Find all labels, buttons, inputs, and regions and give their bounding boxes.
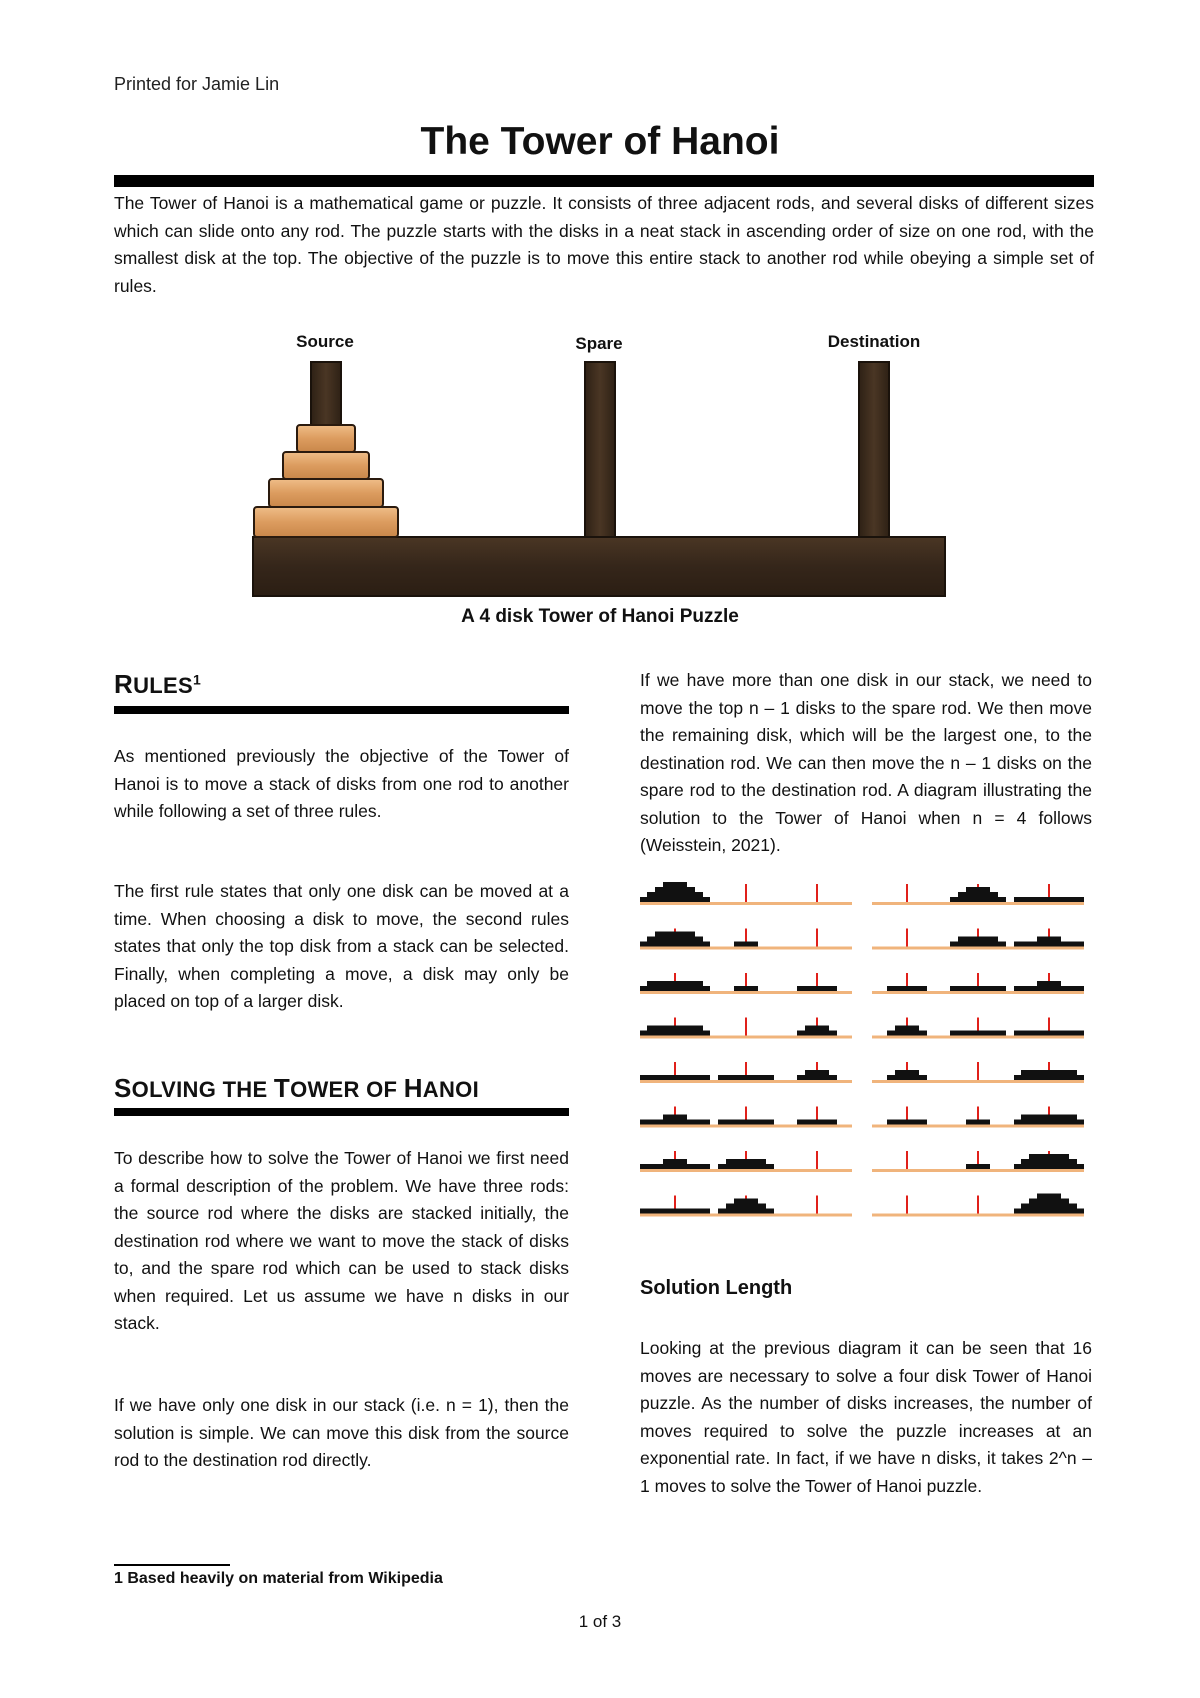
diagram-base xyxy=(872,1125,1084,1128)
diagram-rod xyxy=(816,929,818,947)
diagram-disk xyxy=(1021,1159,1077,1164)
diagram-rod xyxy=(906,1196,908,1214)
diagram-base xyxy=(872,1169,1084,1172)
disk-4 xyxy=(254,507,398,537)
diagram-disk xyxy=(726,1204,766,1209)
footnote: 1 Based heavily on material from Wikipedia xyxy=(114,1570,443,1587)
destination-label: Destination xyxy=(827,332,921,351)
diagram-rod xyxy=(745,884,747,902)
diagram-disk xyxy=(640,986,710,991)
diagram-base xyxy=(640,1214,852,1217)
spare-rod xyxy=(585,362,615,544)
diagram-disk xyxy=(1021,1115,1077,1120)
diagram-disk xyxy=(950,1031,1006,1036)
diagram-disk xyxy=(647,892,703,897)
diagram-base xyxy=(640,1125,852,1128)
right-paragraph-1: If we have more than one disk in our stack, we need to move the top n – 1 disks to the spare rod. We then move the remaining disk, which will be the largest one, to the destination rod. We can then move the n – 1 disks on the spare rod to the destination rod. A diagram illustrating the solution to the Tower of Hanoi when n = 4 follows (Weisstein, 2021). xyxy=(640,670,1092,855)
solving-rule xyxy=(114,1108,569,1116)
diagram-disk xyxy=(1037,981,1061,986)
solution-diagram xyxy=(640,880,1095,1240)
page-number: 1 of 3 xyxy=(578,1612,622,1631)
diagram-rod xyxy=(745,1018,747,1036)
diagram-disk xyxy=(1014,1075,1084,1080)
diagram-disk xyxy=(726,1159,766,1164)
diagram-disk xyxy=(647,937,703,942)
diagram-disk xyxy=(718,1209,774,1214)
tower-figure xyxy=(240,355,960,605)
figure-caption: A 4 disk Tower of Hanoi Puzzle xyxy=(461,606,739,627)
rules-rule xyxy=(114,706,569,714)
diagram-disk xyxy=(797,1075,837,1080)
diagram-rod xyxy=(816,1196,818,1214)
diagram-disk xyxy=(895,1070,919,1075)
rules-paragraph-1: As mentioned previously the objective of the Tower of Hanoi is to move a stack of disks from one rod to another while following a set of three rules. xyxy=(114,746,569,821)
solving-heading-t: T xyxy=(273,1073,291,1103)
solving-heading-h: H xyxy=(403,1073,423,1103)
diagram-disk xyxy=(734,942,758,947)
diagram-rod xyxy=(906,929,908,947)
solution-length-heading: Solution Length xyxy=(640,1277,793,1299)
disk-1 xyxy=(297,425,355,452)
solving-heading xyxy=(114,1073,479,1104)
diagram-disk xyxy=(1029,1199,1069,1204)
diagram-disk xyxy=(966,887,990,892)
diagram-base xyxy=(640,1080,852,1083)
diagram-base xyxy=(872,991,1084,994)
solving-heading-s: S xyxy=(114,1073,132,1103)
diagram-disk xyxy=(734,986,758,991)
tower-base xyxy=(253,537,945,596)
diagram-rod xyxy=(816,884,818,902)
destination-rod xyxy=(859,362,889,544)
rules-paragraph-2: The first rule states that only one disk can be moved at a time. When choosing a disk to move, the second rules states that only the top disk from a stack can be selected. Finally, when completing a move, a disk may only be placed on top of a larger disk. xyxy=(114,881,569,1011)
diagram-disk xyxy=(1021,1070,1077,1075)
diagram-base xyxy=(872,1080,1084,1083)
footnote-marker[interactable]: 1 xyxy=(192,671,202,688)
diagram-disk xyxy=(663,1159,687,1164)
diagram-rod xyxy=(977,1196,979,1214)
solving-heading-anoi: ANOI xyxy=(422,1077,479,1102)
diagram-disk xyxy=(1014,897,1084,902)
diagram-disk xyxy=(1014,942,1084,947)
diagram-disk xyxy=(640,1209,710,1214)
rules-heading xyxy=(114,669,201,700)
diagram-disk xyxy=(640,1075,710,1080)
rules-heading-cap: R xyxy=(114,669,134,699)
diagram-rod xyxy=(977,1062,979,1080)
diagram-disk xyxy=(1014,1031,1084,1036)
diagram-rod xyxy=(906,1151,908,1169)
diagram-disk xyxy=(655,887,695,892)
diagram-base xyxy=(640,902,852,905)
diagram-disk xyxy=(663,882,687,887)
diagram-disk xyxy=(887,1120,927,1125)
diagram-disk xyxy=(966,1164,990,1169)
diagram-base xyxy=(872,902,1084,905)
diagram-disk xyxy=(1021,1204,1077,1209)
diagram-disk xyxy=(647,981,703,986)
diagram-disk xyxy=(1014,1120,1084,1125)
diagram-disk xyxy=(640,1120,710,1125)
diagram-rod xyxy=(906,884,908,902)
diagram-base xyxy=(640,991,852,994)
printed-for-note: Printed for Jamie Lin xyxy=(114,74,280,94)
diagram-disk xyxy=(1014,1164,1084,1169)
diagram-base xyxy=(872,1214,1084,1217)
diagram-disk xyxy=(895,1026,919,1031)
diagram-base xyxy=(640,947,852,950)
diagram-disk xyxy=(887,1031,927,1036)
diagram-base xyxy=(872,1036,1084,1039)
diagram-disk xyxy=(797,1120,837,1125)
diagram-disk xyxy=(887,986,927,991)
right-paragraph-2: Looking at the previous diagram it can be seen that 16 moves are necessary to solve a four disk Tower of Hanoi puzzle. As the number of disks increases, the number of moves required to solve the puzzle increases at an exponential rate. In fact, if we have n disks, it takes 2^n – 1 moves to solve the Tower of Hanoi puzzle. xyxy=(640,1338,1092,1496)
diagram-base xyxy=(640,1169,852,1172)
solving-heading-ower: OWER OF xyxy=(290,1077,404,1102)
diagram-disk xyxy=(805,1070,829,1075)
diagram-disk xyxy=(958,892,998,897)
diagram-disk xyxy=(718,1120,774,1125)
diagram-disk xyxy=(950,942,1006,947)
diagram-disk xyxy=(640,1031,710,1036)
title-rule xyxy=(114,175,1094,187)
diagram-disk xyxy=(966,1120,990,1125)
diagram-disk xyxy=(734,1199,758,1204)
solving-paragraph-2: If we have only one disk in our stack (i.e. n = 1), then the solution is simple. We can move this disk from the source rod to the destination rod directly. xyxy=(114,1395,569,1470)
diagram-disk xyxy=(640,1164,710,1169)
diagram-disk xyxy=(1037,937,1061,942)
diagram-disk xyxy=(1014,1209,1084,1214)
diagram-disk xyxy=(718,1164,774,1169)
solving-heading-olving: OLVING THE xyxy=(131,1077,274,1102)
disk-2 xyxy=(283,452,369,479)
diagram-base xyxy=(872,947,1084,950)
diagram-disk xyxy=(640,897,710,902)
diagram-disk xyxy=(950,986,1006,991)
diagram-disk xyxy=(950,897,1006,902)
diagram-base xyxy=(640,1036,852,1039)
solving-paragraph-1: To describe how to solve the Tower of Hanoi we first need a formal description of the problem. We have three rods: the source rod where the disks are stacked initially, the destination rod where we want to move the stack of disks to, and the spare rod which can be used to stack disks when required. Let us assume we have n disks in our stack. xyxy=(114,1148,569,1333)
diagram-disk xyxy=(1029,1154,1069,1159)
spare-label: Spare xyxy=(575,334,623,353)
diagram-disk xyxy=(805,1026,829,1031)
footnote-rule xyxy=(114,1564,230,1566)
diagram-disk xyxy=(797,986,837,991)
diagram-disk xyxy=(1014,986,1084,991)
diagram-disk xyxy=(655,932,695,937)
diagram-disk xyxy=(663,1115,687,1120)
diagram-disk xyxy=(647,1026,703,1031)
diagram-disk xyxy=(887,1075,927,1080)
source-label: Source xyxy=(296,332,354,351)
page-title: The Tower of Hanoi xyxy=(420,120,780,163)
diagram-disk xyxy=(640,942,710,947)
diagram-disk xyxy=(1037,1194,1061,1199)
diagram-disk xyxy=(958,937,998,942)
intro-paragraph: The Tower of Hanoi is a mathematical game or puzzle. It consists of three adjacent rods, and several disks of different sizes which can slide onto any rod. The puzzle starts with the disks in a neat stack in ascending order of size on one rod, with the smallest disk at the top. The objective of the puzzle is to move this entire stack to another rod while obeying a simple set of rules. xyxy=(114,193,1094,296)
diagram-disk xyxy=(718,1075,774,1080)
diagram-disk xyxy=(797,1031,837,1036)
disk-3 xyxy=(269,479,383,507)
diagram-rod xyxy=(816,1151,818,1169)
rules-heading-rest: ULES xyxy=(133,673,193,698)
